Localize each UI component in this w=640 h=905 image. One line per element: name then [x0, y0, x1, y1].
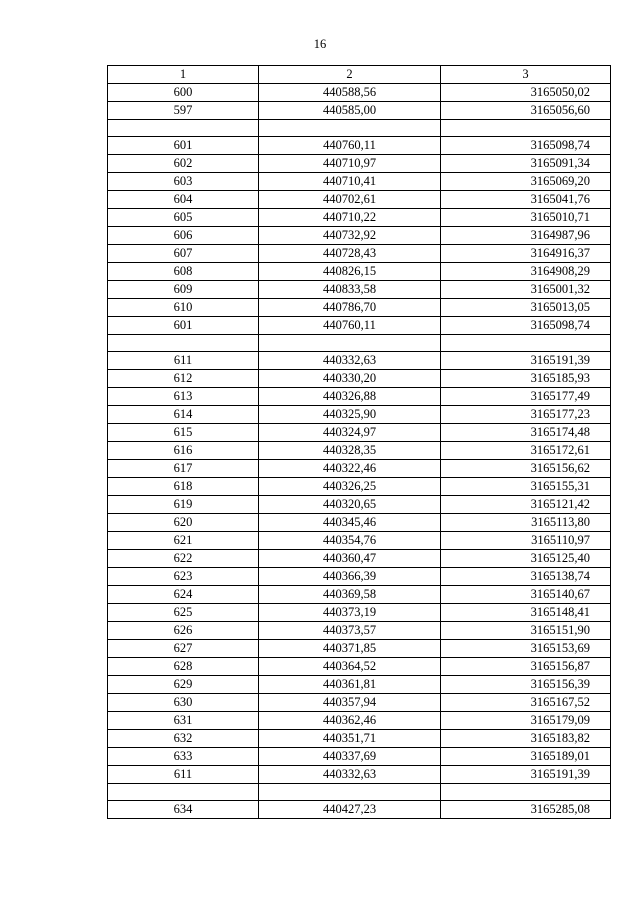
x-coordinate-cell: 440337,69 [259, 748, 441, 766]
table-row [108, 622, 611, 640]
table-row [108, 676, 611, 694]
x-coordinate-cell: 440585,00 [259, 102, 441, 120]
point-number-cell: 601 [108, 317, 259, 335]
table-row [108, 155, 611, 173]
point-number-cell: 611 [108, 766, 259, 784]
table-row [108, 694, 611, 712]
table-row [108, 281, 611, 299]
y-coordinate-cell: 3165001,32 [441, 281, 611, 299]
x-coordinate-cell: 440324,97 [259, 424, 441, 442]
table-row [108, 478, 611, 496]
point-number-cell: 617 [108, 460, 259, 478]
y-coordinate-cell: 3165121,42 [441, 496, 611, 514]
table-row [108, 568, 611, 586]
y-coordinate-cell: 3165098,74 [441, 317, 611, 335]
point-number-cell: 608 [108, 263, 259, 281]
table-row [108, 442, 611, 460]
table-row [108, 120, 611, 137]
y-coordinate-cell: 3165010,71 [441, 209, 611, 227]
x-coordinate-cell: 440325,90 [259, 406, 441, 424]
x-coordinate-cell: 440360,47 [259, 550, 441, 568]
point-number-cell: 614 [108, 406, 259, 424]
table-row [108, 173, 611, 191]
x-coordinate-cell: 440710,97 [259, 155, 441, 173]
x-coordinate-cell: 440361,81 [259, 676, 441, 694]
y-coordinate-cell: 3165189,01 [441, 748, 611, 766]
point-number-cell: 621 [108, 532, 259, 550]
table-row [108, 299, 611, 317]
point-number-cell: 629 [108, 676, 259, 694]
point-number-cell: 618 [108, 478, 259, 496]
table-row [108, 245, 611, 263]
table-row [108, 801, 611, 819]
table-row [108, 102, 611, 120]
y-coordinate-cell: 3165177,49 [441, 388, 611, 406]
point-number-cell: 634 [108, 801, 259, 819]
table-row [108, 209, 611, 227]
x-coordinate-cell: 440588,56 [259, 84, 441, 102]
point-number-cell [108, 784, 259, 801]
x-coordinate-cell: 440332,63 [259, 352, 441, 370]
header-cell-point: 1 [108, 66, 259, 84]
point-number-cell: 616 [108, 442, 259, 460]
x-coordinate-cell: 440427,23 [259, 801, 441, 819]
y-coordinate-cell [441, 335, 611, 352]
point-number-cell: 606 [108, 227, 259, 245]
y-coordinate-cell: 3165191,39 [441, 352, 611, 370]
x-coordinate-cell: 440369,58 [259, 586, 441, 604]
point-number-cell: 613 [108, 388, 259, 406]
x-coordinate-cell: 440760,11 [259, 137, 441, 155]
point-number-cell [108, 335, 259, 352]
x-coordinate-cell: 440320,65 [259, 496, 441, 514]
table-row [108, 514, 611, 532]
point-number-cell: 612 [108, 370, 259, 388]
point-number-cell: 615 [108, 424, 259, 442]
point-number-cell: 631 [108, 712, 259, 730]
table-header-row [108, 66, 611, 84]
y-coordinate-cell: 3165167,52 [441, 694, 611, 712]
y-coordinate-cell: 3165179,09 [441, 712, 611, 730]
y-coordinate-cell: 3165155,31 [441, 478, 611, 496]
x-coordinate-cell: 440826,15 [259, 263, 441, 281]
point-number-cell: 623 [108, 568, 259, 586]
y-coordinate-cell: 3165098,74 [441, 137, 611, 155]
point-number-cell: 624 [108, 586, 259, 604]
x-coordinate-cell: 440328,35 [259, 442, 441, 460]
y-coordinate-cell: 3165177,23 [441, 406, 611, 424]
x-coordinate-cell: 440786,70 [259, 299, 441, 317]
x-coordinate-cell: 440351,71 [259, 730, 441, 748]
x-coordinate-cell [259, 784, 441, 801]
table-row [108, 640, 611, 658]
y-coordinate-cell: 3165151,90 [441, 622, 611, 640]
y-coordinate-cell: 3165091,34 [441, 155, 611, 173]
y-coordinate-cell: 3165174,48 [441, 424, 611, 442]
table-body [108, 84, 611, 819]
point-number-cell: 619 [108, 496, 259, 514]
x-coordinate-cell: 440702,61 [259, 191, 441, 209]
point-number-cell: 627 [108, 640, 259, 658]
x-coordinate-cell: 440354,76 [259, 532, 441, 550]
point-number-cell: 633 [108, 748, 259, 766]
x-coordinate-cell: 440322,46 [259, 460, 441, 478]
x-coordinate-cell: 440332,63 [259, 766, 441, 784]
x-coordinate-cell [259, 120, 441, 137]
y-coordinate-cell: 3164908,29 [441, 263, 611, 281]
y-coordinate-cell: 3165285,08 [441, 801, 611, 819]
point-number-cell: 620 [108, 514, 259, 532]
header-cell-y: 3 [441, 66, 611, 84]
table-row [108, 460, 611, 478]
table-row [108, 227, 611, 245]
y-coordinate-cell [441, 120, 611, 137]
x-coordinate-cell: 440373,19 [259, 604, 441, 622]
y-coordinate-cell: 3165156,62 [441, 460, 611, 478]
y-coordinate-cell [441, 784, 611, 801]
x-coordinate-cell: 440362,46 [259, 712, 441, 730]
point-number-cell: 607 [108, 245, 259, 263]
y-coordinate-cell: 3165156,87 [441, 658, 611, 676]
x-coordinate-cell: 440371,85 [259, 640, 441, 658]
table-row [108, 335, 611, 352]
table-row [108, 712, 611, 730]
x-coordinate-cell: 440728,43 [259, 245, 441, 263]
x-coordinate-cell: 440345,46 [259, 514, 441, 532]
table-row [108, 388, 611, 406]
x-coordinate-cell: 440732,92 [259, 227, 441, 245]
point-number-cell: 628 [108, 658, 259, 676]
x-coordinate-cell: 440330,20 [259, 370, 441, 388]
point-number-cell: 604 [108, 191, 259, 209]
point-number-cell: 626 [108, 622, 259, 640]
y-coordinate-cell: 3165183,82 [441, 730, 611, 748]
point-number-cell: 625 [108, 604, 259, 622]
table-row [108, 137, 611, 155]
point-number-cell [108, 120, 259, 137]
y-coordinate-cell: 3165172,61 [441, 442, 611, 460]
table-row [108, 730, 611, 748]
point-number-cell: 601 [108, 137, 259, 155]
table-row [108, 317, 611, 335]
point-number-cell: 611 [108, 352, 259, 370]
y-coordinate-cell: 3164916,37 [441, 245, 611, 263]
x-coordinate-cell: 440833,58 [259, 281, 441, 299]
y-coordinate-cell: 3165191,39 [441, 766, 611, 784]
y-coordinate-cell: 3165140,67 [441, 586, 611, 604]
header-cell-x: 2 [259, 66, 441, 84]
y-coordinate-cell: 3165138,74 [441, 568, 611, 586]
table-row [108, 424, 611, 442]
point-number-cell: 622 [108, 550, 259, 568]
x-coordinate-cell: 440364,52 [259, 658, 441, 676]
page-number: 16 [313, 37, 327, 51]
x-coordinate-cell: 440710,41 [259, 173, 441, 191]
y-coordinate-cell: 3165050,02 [441, 84, 611, 102]
y-coordinate-cell: 3165041,76 [441, 191, 611, 209]
y-coordinate-cell: 3165148,41 [441, 604, 611, 622]
x-coordinate-cell: 440357,94 [259, 694, 441, 712]
point-number-cell: 603 [108, 173, 259, 191]
y-coordinate-cell: 3165056,60 [441, 102, 611, 120]
y-coordinate-cell: 3165153,69 [441, 640, 611, 658]
table-row [108, 658, 611, 676]
y-coordinate-cell: 3165125,40 [441, 550, 611, 568]
point-number-cell: 609 [108, 281, 259, 299]
table-row [108, 784, 611, 801]
x-coordinate-cell: 440326,25 [259, 478, 441, 496]
x-coordinate-cell: 440710,22 [259, 209, 441, 227]
table-row [108, 84, 611, 102]
table-row [108, 766, 611, 784]
y-coordinate-cell: 3165110,97 [441, 532, 611, 550]
point-number-cell: 605 [108, 209, 259, 227]
x-coordinate-cell: 440373,57 [259, 622, 441, 640]
point-number-cell: 610 [108, 299, 259, 317]
y-coordinate-cell: 3165156,39 [441, 676, 611, 694]
x-coordinate-cell: 440326,88 [259, 388, 441, 406]
table-row [108, 352, 611, 370]
table-row [108, 532, 611, 550]
table-row [108, 263, 611, 281]
y-coordinate-cell: 3165185,93 [441, 370, 611, 388]
point-number-cell: 630 [108, 694, 259, 712]
y-coordinate-cell: 3165013,05 [441, 299, 611, 317]
y-coordinate-cell: 3164987,96 [441, 227, 611, 245]
table-row [108, 406, 611, 424]
y-coordinate-cell: 3165113,80 [441, 514, 611, 532]
x-coordinate-cell: 440760,11 [259, 317, 441, 335]
table-row [108, 604, 611, 622]
table-row [108, 586, 611, 604]
table-row [108, 550, 611, 568]
table-row [108, 370, 611, 388]
coordinates-table [107, 65, 611, 819]
x-coordinate-cell [259, 335, 441, 352]
table-row [108, 748, 611, 766]
point-number-cell: 602 [108, 155, 259, 173]
x-coordinate-cell: 440366,39 [259, 568, 441, 586]
point-number-cell: 632 [108, 730, 259, 748]
table-row [108, 191, 611, 209]
point-number-cell: 600 [108, 84, 259, 102]
point-number-cell: 597 [108, 102, 259, 120]
y-coordinate-cell: 3165069,20 [441, 173, 611, 191]
table-row [108, 496, 611, 514]
